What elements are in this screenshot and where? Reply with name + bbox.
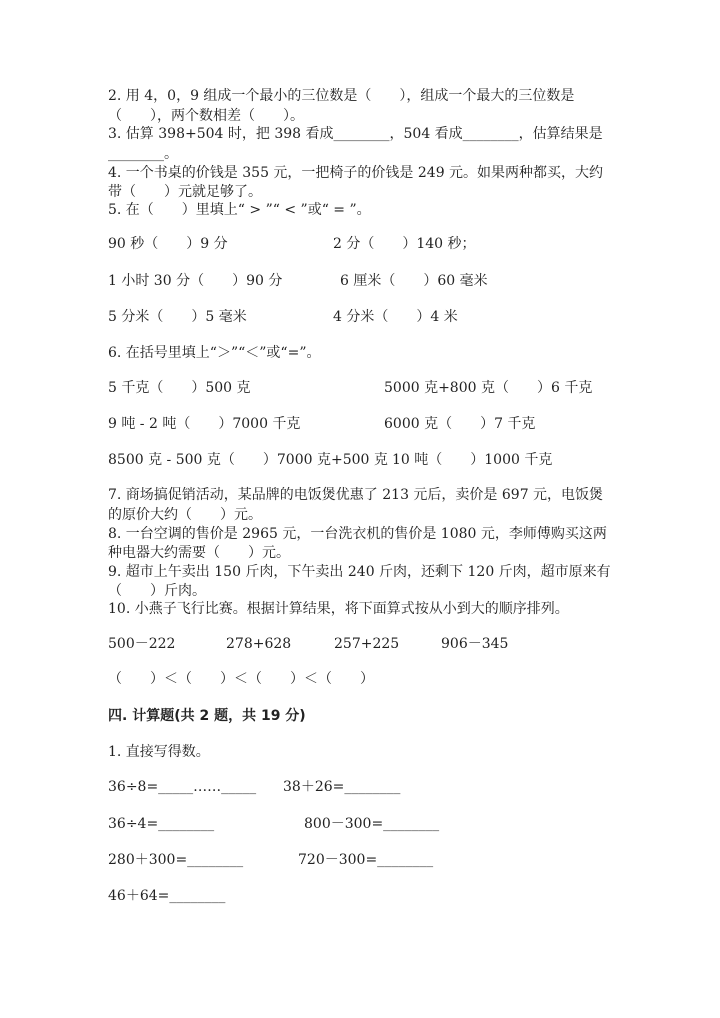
q6-item: 9 吨 - 2 吨（ ）7000 千克 xyxy=(108,416,301,432)
q3-line2: ________。 xyxy=(108,146,178,162)
q5-item: 2 分（ ）140 秒； xyxy=(333,236,476,252)
calc-item: 38＋26=________ xyxy=(283,779,401,795)
q10-title: 10. 小燕子飞行比赛。根据计算结果，将下面算式按从小到大的顺序排列。 xyxy=(108,601,569,617)
section-heading: 四. 计算题(共 2 题，共 19 分) xyxy=(108,708,306,724)
q10-expr: 500－222 xyxy=(108,636,176,652)
q5-item: 1 小时 30 分（ ）90 分 xyxy=(108,273,283,289)
q5-item: 5 分米（ ）5 毫米 xyxy=(108,309,247,325)
q10-expr: 278+628 xyxy=(226,636,292,652)
calc-item: 36÷8=_____……_____ xyxy=(108,779,257,795)
q4-line2: 带（ ）元就足够了。 xyxy=(108,184,262,200)
q8-line1: 8. 一台空调的售价是 2965 元，一台洗衣机的售价是 1080 元，李师傅购买这两 xyxy=(108,526,607,542)
q6-item: 8500 克 - 500 克（ ）7000 克+500 克 xyxy=(108,452,388,468)
q10-expr: 906－345 xyxy=(441,636,509,652)
q2-line2: （ ），两个数相差（ ）。 xyxy=(108,108,304,124)
q7-line2: 的原价大约（ ）元。 xyxy=(108,507,262,523)
q6-item: 10 吨（ ）1000 千克 xyxy=(392,452,553,468)
q8-line2: 种电器大约需要（ ）元。 xyxy=(108,545,290,561)
q10-order: （ ）＜（ ）＜（ ）＜（ ） xyxy=(108,671,374,687)
q10-expr: 257+225 xyxy=(334,636,400,652)
calc-item: 800－300=________ xyxy=(304,816,440,832)
q6-item: 5 千克（ ）500 克 xyxy=(108,380,251,396)
q9-line1: 9. 超市上午卖出 150 斤肉，下午卖出 240 斤肉，还剩下 120 斤肉，超市原来有 xyxy=(108,564,611,580)
calc-item: 280＋300=________ xyxy=(108,852,244,868)
q3-line1: 3. 估算 398+504 时，把 398 看成________，504 看成________，估算结果是 xyxy=(108,126,603,142)
calc-item: 46＋64=________ xyxy=(108,888,226,904)
q6-title: 6. 在括号里填上“＞”“＜”或“=”。 xyxy=(108,345,321,361)
q7-line1: 7. 商场搞促销活动，某品牌的电饭煲优惠了 213 元后，卖价是 697 元，电饭煲 xyxy=(108,487,604,503)
q6-item: 5000 克+800 克（ ）6 千克 xyxy=(384,380,593,396)
q2-line1: 2. 用 4，0，9 组成一个最小的三位数是（ ），组成一个最大的三位数是 xyxy=(108,88,575,104)
q5-item: 4 分米（ ）4 米 xyxy=(333,309,458,325)
section4-q1-title: 1. 直接写得数。 xyxy=(108,744,210,760)
q5-item: 6 厘米（ ）60 毫米 xyxy=(340,273,488,289)
q6-item: 6000 克（ ）7 千克 xyxy=(384,416,536,432)
q4-line1: 4. 一个书桌的价钱是 355 元，一把椅子的价钱是 249 元。如果两种都买，大约 xyxy=(108,165,604,181)
calc-item: 720－300=________ xyxy=(298,852,434,868)
calc-item: 36÷4=________ xyxy=(108,816,215,832)
q5-title: 5. 在（ ）里填上“ > ”“ < ”或“ = ”。 xyxy=(108,202,371,218)
q9-line2: （ ）斤肉。 xyxy=(108,583,206,599)
q5-item: 90 秒（ ）9 分 xyxy=(108,236,228,252)
